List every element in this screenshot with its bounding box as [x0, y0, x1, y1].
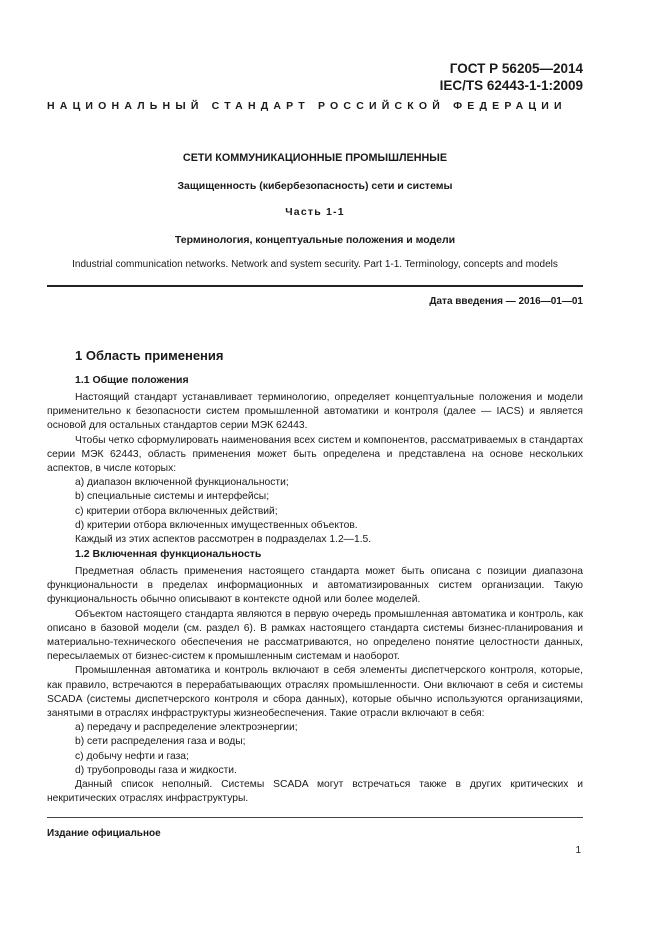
subsection-heading: 1.2 Включенная функциональность [75, 548, 262, 560]
section-heading: 1 Область применения [75, 348, 224, 363]
footer-divider [47, 817, 583, 818]
list-item: b) специальные системы и интерфейсы; [75, 491, 270, 503]
paragraph: Предметная область применения настоящего стандарта может быть описана с позиции диапазона функциональности в пределах информационных и автоматизированных систем организации. Такую функциональность обычно описывают в контексте одной или более моделей. [47, 566, 583, 606]
list-item: c) добычу нефти и газа; [75, 750, 189, 762]
document-title: СЕТИ КОММУНИКАЦИОННЫЕ ПРОМЫШЛЕННЫЕ [182, 152, 448, 164]
list-item: b) сети распределения газа и воды; [75, 736, 246, 748]
title-divider [47, 285, 583, 287]
subsection-heading: 1.1 Общие положения [75, 374, 189, 386]
paragraph: Чтобы четко сформулировать наименования всех систем и компонентов, рассматриваемых в стандартах серии МЭК 62443, область применения может быть определена и представлена на основе нескольких аспектов, в числе которых: [47, 434, 583, 475]
paragraph: Каждый из этих аспектов рассмотрен в подразделах 1.2—1.5. [75, 534, 372, 546]
list-item: a) диапазон включенной функциональности; [75, 477, 289, 489]
list-item: a) передачу и распределение электроэнергии; [75, 722, 298, 734]
paragraph: Настоящий стандарт устанавливает терминологию, определяет концептуальные положения и модели применительно к безопасности систем промышленной автоматики и контроля (далее — IACS) и является основой для остальных стандартов серии МЭК 62443. [47, 392, 583, 432]
intro-date: Дата введения — 2016—01—01 [429, 296, 583, 307]
document-subtitle: Защищенность (кибербезопасность) сети и системы [177, 180, 453, 192]
paragraph: Данный список неполный. Системы SCADA могут встречаться также в других критических и некритических отраслях инфраструктуры. [47, 779, 583, 805]
national-standard-banner: НАЦИОНАЛЬНЫЙ СТАНДАРТ РОССИЙСКОЙ ФЕДЕРАЦИИ [47, 100, 567, 112]
list-item: d) трубопроводы газа и жидкости. [75, 764, 237, 776]
edition-label: Издание официальное [47, 828, 161, 839]
paragraph: Объектом настоящего стандарта являются в первую очередь промышленная автоматика и контроль, как описано в базовой модели (см. раздел 6). В рамках настоящего стандарта системы бизнес-планирования и материально-технического обеспечения не рассматриваются, но определено понятие целостности данных, пересылаемых от бизнес-систем к промышленным системам и наоборот. [47, 608, 583, 663]
english-title: Industrial communication networks. Network and system security. Part 1-1. Terminology, concepts and models [72, 259, 558, 270]
gost-code: ГОСТ Р 56205—2014 [449, 61, 583, 76]
subsection-2-body [47, 565, 583, 806]
document-part: Часть 1-1 [285, 206, 345, 218]
subsection-1-body [47, 391, 583, 547]
document-code-block [440, 60, 583, 94]
iec-code: IEC/TS 62443-1-1:2009 [439, 78, 583, 93]
paragraph: Промышленная автоматика и контроль включают в себя элементы диспетчерского контроля, которые, как правило, встречаются в перерабатывающих отраслях промышленности. Они включают в себя и системы SCADA (системы диспетчерского контроля и сбора данных), которые обычно используются организациями, занятыми в отраслях инфраструктуры жизнеобеспечения. Такие отрасли включают в себя: [47, 665, 583, 720]
page-number: 1 [575, 845, 581, 856]
list-item: d) критерии отбора включенных имущественных объектов. [75, 519, 358, 531]
document-topic: Терминология, концептуальные положения и модели [174, 234, 456, 246]
list-item: c) критерии отбора включенных действий; [75, 505, 278, 517]
